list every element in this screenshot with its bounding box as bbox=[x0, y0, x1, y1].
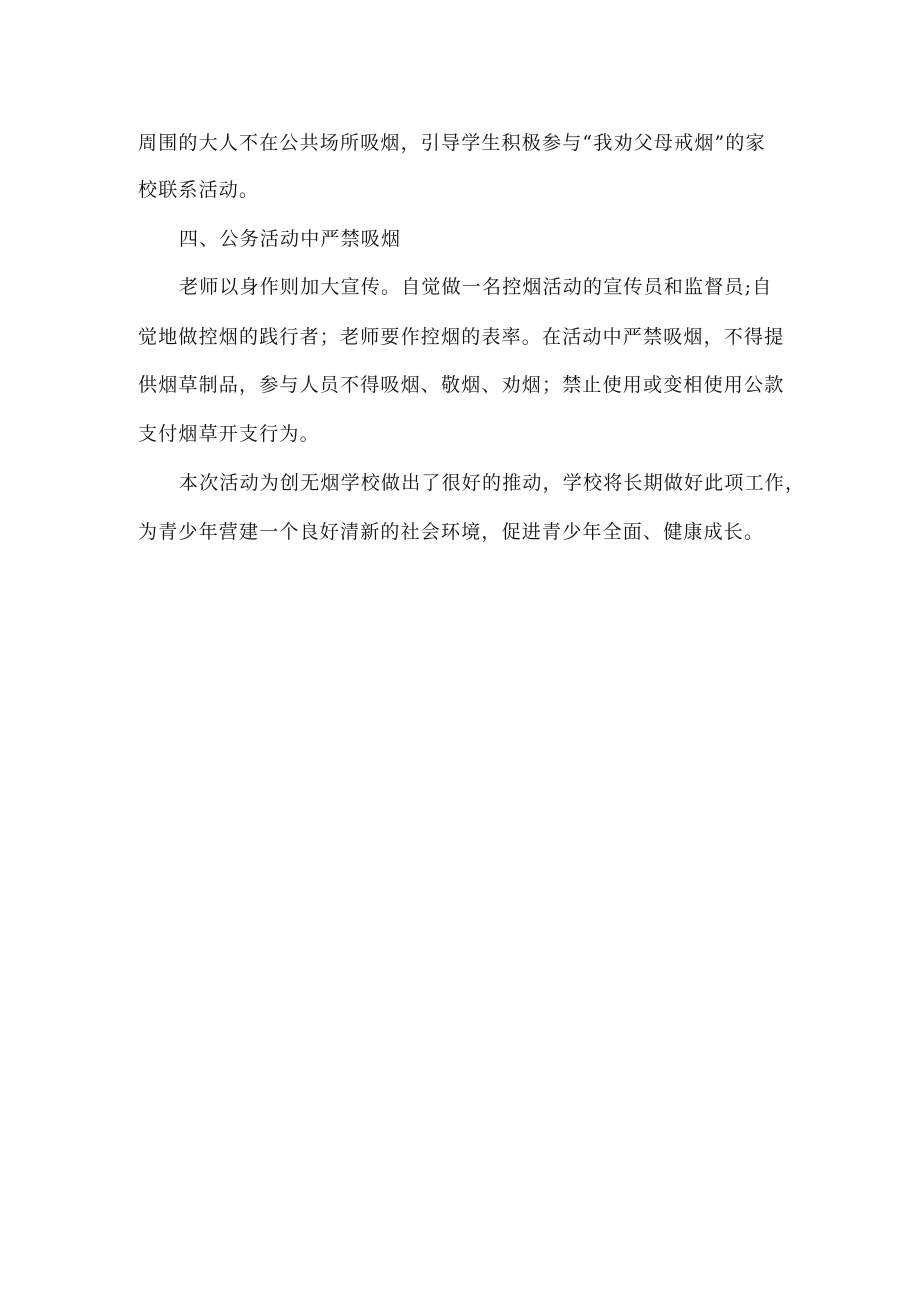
paragraph-line: 支付烟草开支行为。 bbox=[138, 423, 320, 445]
paragraph-line: 老师以身作则加大宣传。自觉做一名控烟活动的宣传员和监督员;自 bbox=[179, 276, 773, 298]
paragraph-line: 周围的大人不在公共场所吸烟，引导学生积极参与“我劝父母戒烟”的家 bbox=[138, 132, 766, 154]
paragraph-line: 供烟草制品，参与人员不得吸烟、敬烟、劝烟；禁止使用或变相使用公款 bbox=[138, 374, 785, 396]
paragraph-line: 校联系活动。 bbox=[138, 179, 260, 201]
section-heading: 四、公务活动中严禁吸烟 bbox=[179, 228, 402, 250]
paragraph-line: 为青少年营建一个良好清新的社会环境，促进青少年全面、健康成长。 bbox=[138, 521, 765, 543]
paragraph-line: 本次活动为创无烟学校做出了很好的推动，学校将长期做好此项工作， bbox=[179, 472, 806, 494]
paragraph-line: 觉地做控烟的践行者；老师要作控烟的表率。在活动中严禁吸烟，不得提 bbox=[138, 326, 785, 348]
